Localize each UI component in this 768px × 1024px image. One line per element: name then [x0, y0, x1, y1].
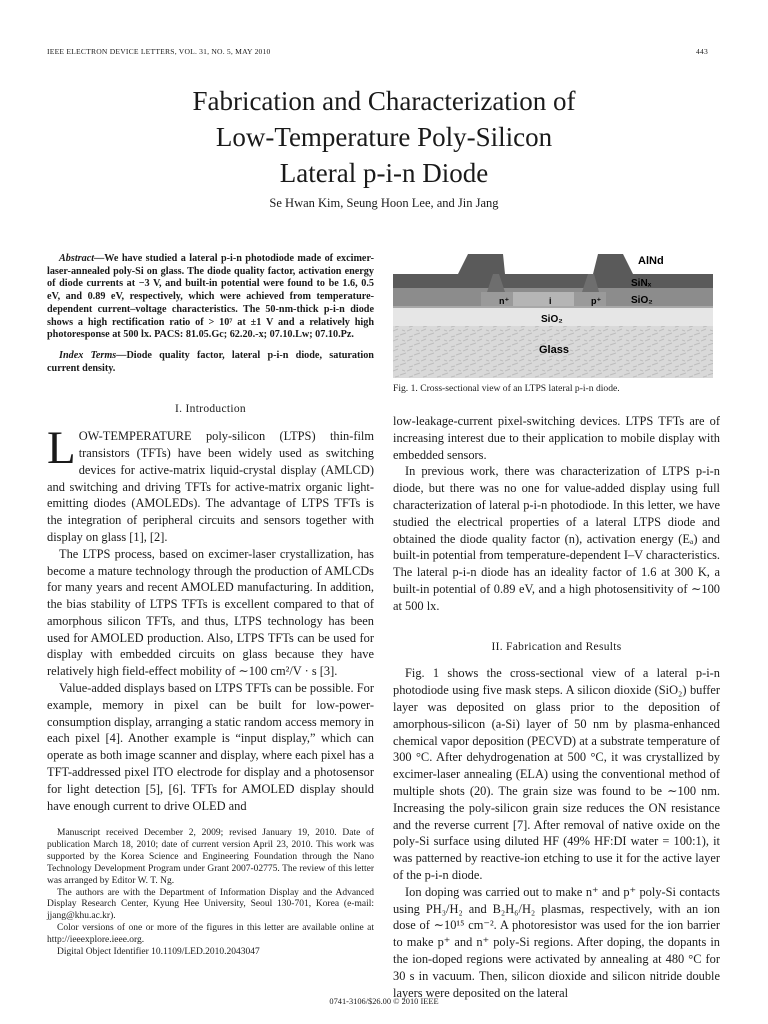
footnote-manuscript: Manuscript received December 2, 2009; revised January 19, 2010. Date of publication March 18, 2010; date of current version April 23, 2010. This work was supported by the Korea Science and Engineering Foundation through the Nano Technology Development Program under Grant 2007-02775. The review of this letter was arranged by Editor W. T. Ng. — [47, 828, 374, 886]
label-glass: Glass — [539, 344, 569, 356]
authors: Se Hwan Kim, Seung Hoon Lee, and Jin Jang — [269, 196, 499, 210]
figure-cross-section — [393, 248, 713, 378]
footnote-doi: Digital Object Identifier 10.1109/LED.2010.2043047 — [57, 947, 260, 958]
title-line-1: Fabrication and Characterization of — [192, 86, 576, 116]
intro-paragraph-3: Value-added displays based on LTPS TFTs can be possible. For example, memory in pixel can be built for low-power-consumption display, arranging a static random access memory in each pixel [4]. Another example is “input display,” which can operate as both image scanner and display, where each pixel has a TFT-addressed pixel ITO electrode for display and a photosensor for light detection [5], [6]. TFTs for AMOLED display should have enough current to drive OLED and — [47, 681, 374, 813]
right-paragraph-2: In previous work, there was characterization of LTPS p-i-n diode, but there was no one for value-added display using full characterization of lateral p-i-n photodiode. In this letter, we have studied the electrical properties of a lateral LTPS diode and obtained the diode quality factor (n), activation energy (Eₐ) and built-in potential from temperature-dependent I–V characteristics. The lateral p-i-n diode has an ideality factor of 1.6 at 300 K, a built-in potential of 0.89 eV, and a high photosensitivity of ∼100 at 500 lx. — [393, 464, 720, 613]
abstract-text: We have studied a lateral p-i-n photodiode made of excimer-laser-annealed poly-Si on glass. The diode quality factor, activation energy of diode currents at −3 V, and built-in potential were found to be 1.6, 0.5 eV, and 0.89 eV, respectively, which were achieved from temperature-dependent current–voltage characteristics. The 50-nm-thick p-i-n diode shows a high rectification ratio of > 10⁷ at ±1 V and a relatively high photoresponse at 500 lx. PACS: 81.05.Gc; 62.20.-x; 07.10.Lw; 07.10.Pz. — [47, 253, 374, 341]
label-sinx: SiNₓ — [631, 278, 652, 289]
title-line-3: Lateral p-i-n Diode — [279, 158, 489, 188]
sio2-top-line — [393, 306, 713, 308]
index-terms-text: Diode quality factor, lateral p-i-n diode, saturation current density. — [47, 349, 374, 374]
intro-paragraph-2: The LTPS process, based on excimer-laser crystallization, has become a mature technology through the production of AMLCDs for many years and recent AMOLED manufacturing. In addition, the bias stability of LTPS TFTs is excellent compared to that of amorphous silicon TFTs, and thus, LTPS technology has been used for AMOLED production. Also, LTPS TFTs can be used for display with embedded circuits on glass because they have relatively high field-effect mobility of ∼100 cm²/V · s [3]. — [47, 546, 374, 679]
label-alnd: AlNd — [638, 255, 664, 267]
label-p-plus: p⁺ — [591, 296, 602, 306]
intro-paragraph-1: LOW-TEMPERATURE poly-silicon (LTPS) thin-film transistors (TFTs) have been widely used as switching devices for active-matrix liquid-crystal display (AMLCD) and switching and driving TFTs for active-matrix organic light-emitting diodes (AMOLEDs). The advantage of LTPS TFTs is the integration of peripheral circuits and sensors together with display on glass [1], [2]. — [47, 422, 374, 544]
right-column — [393, 413, 720, 1001]
section-heading-fabrication: II. Fabrication and Results — [491, 640, 622, 653]
footnote-color: Color versions of one or more of the figures in this letter are available online at http://ieeexplore.ieee.org. — [47, 923, 374, 946]
figure-caption: Fig. 1. Cross-sectional view of an LTPS lateral p-i-n diode. — [393, 383, 620, 394]
footnote-affiliation: The authors are with the Department of Information Display and the Advanced Display Research Center, Kyung Hee University, Seoul 130-701, Korea (e-mail: jjang@khu.ac.kr). — [47, 887, 374, 922]
index-terms-label: Index Terms— — [59, 349, 127, 361]
label-n-plus: n⁺ — [499, 296, 510, 306]
right-paragraph-1: low-leakage-current pixel-switching devices. LTPS TFTs are of increasing interest due to their application to mobile display with embedded sensors. — [393, 414, 720, 462]
section-heading-introduction: I. Introduction — [175, 403, 246, 416]
abstract — [47, 253, 374, 342]
label-intrinsic: i — [549, 296, 552, 306]
label-sio2-upper: SiO₂ — [631, 295, 653, 306]
page-footer-copyright: 0741-3106/$26.00 © 2010 IEEE — [329, 997, 439, 1006]
drop-cap: L — [47, 422, 76, 475]
right-paragraph-4: Ion doping was carried out to make n⁺ and p⁺ poly-Si contacts using PH₃/H₂ and B₂H₆/H₂ plasmas, respectively, with an ion dose of ∼10¹⁵ cm⁻². A photoresistor was used for the ion barrier to make p⁺ and n⁺ poly-Si regions. After doping, the dopants in the ion-doped regions were activated by annealing at 480 °C for 30 s in vacuum. Then, silicon dioxide and silicon nitride double layers were deposited on the lateral — [393, 884, 720, 1000]
running-header-journal: IEEE ELECTRON DEVICE LETTERS, VOL. 31, NO. 5, MAY 2010 — [47, 47, 271, 56]
abstract-label: Abstract— — [59, 253, 105, 264]
footnotes — [47, 828, 374, 959]
right-paragraph-3: Fig. 1 shows the cross-sectional view of a lateral p-i-n photodiode using five mask steps. A silicon dioxide (SiO₂) buffer layer was deposited on glass prior to the deposition of amorphous-silicon (a-Si) layer of 50 nm by plasma-enhanced chemical vapor deposition (PECVD) at a substrate temperature of 300 °C. After dehydrogenation at 500 °C, it was crystallized by excimer-laser annealing (ELA) using the conventional method of multiple shots (20). The grain size was found to be ∼100 nm. Increasing the poly-silicon grain size reduces the ON resistance and the reverse current [7]. After removal of native oxide on the poly-Si surface using diluted HF (49% HF:DI water = 100:1), it was patterned by reactive-ion etching to use it for the active layer of the p-i-n diode. — [393, 666, 720, 882]
index-terms — [47, 350, 374, 375]
running-header-page-number: 443 — [696, 47, 708, 56]
label-sio2-lower: SiO₂ — [541, 314, 563, 325]
alnd-electrode-layer — [393, 254, 713, 288]
title-line-2: Low-Temperature Poly-Silicon — [215, 122, 553, 152]
left-column — [47, 253, 374, 814]
